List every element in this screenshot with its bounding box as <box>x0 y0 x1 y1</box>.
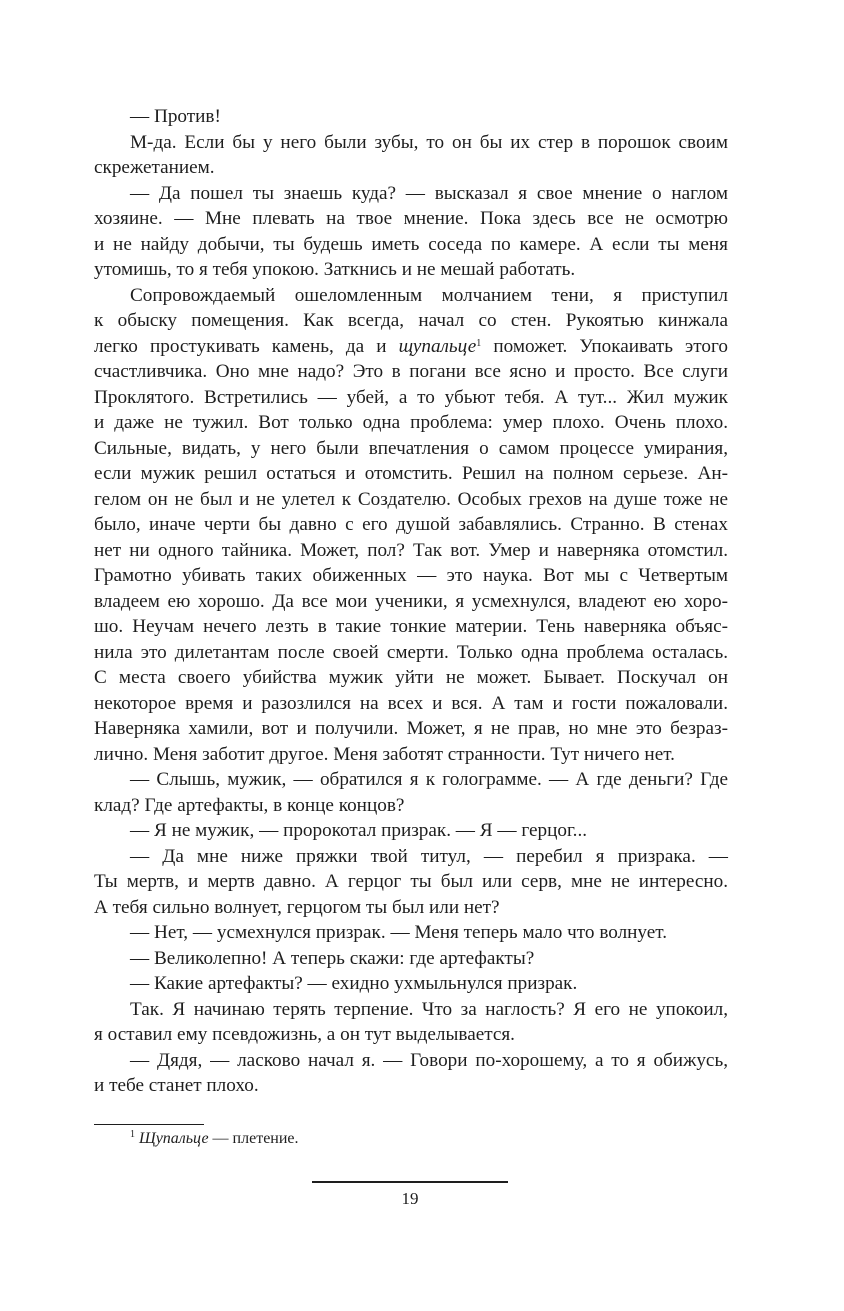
footnote <box>130 1128 299 1150</box>
text-line: — Да мне ниже пряжки твой титул, — перебил я призрака. — <box>130 845 728 867</box>
text-line: легко простукивать камень, да и щупальце$^1$ поможет. Упокаивать этого <box>94 335 728 357</box>
text-line: к обыску помещения. Как всегда, начал со стен. Рукоятью кинжала <box>94 310 728 331</box>
text-line: — Против! <box>130 106 221 127</box>
text-line: Сильные, видать, у него были впечатления о самом процессе умирания, <box>94 437 728 459</box>
text-line: А тебя сильно волнует, герцогом ты был или нет? <box>94 896 500 918</box>
footnote-definition: — плетение. <box>208 1130 299 1147</box>
footnote-term: Щупальце <box>139 1130 209 1147</box>
text-line: Грамотно убивать таких обиженных — это наука. Вот мы с Четвертым <box>94 565 728 586</box>
inline-term: щупальце <box>398 335 477 357</box>
text-line: — Да пошел ты знаешь куда? — высказал я свое мнение о наглом <box>130 182 728 204</box>
body-text <box>94 104 728 1099</box>
text-line: некоторое время и разозлился на всех и вся. А там и гости пожаловали. <box>94 692 728 714</box>
footnote-marker: 1 <box>130 1129 135 1140</box>
text-line: Сопровождаемый ошеломленным молчанием тени, я приступил <box>130 284 728 306</box>
text-line: счастливчика. Оно мне надо? Это в погани все ясно и просто. Все слуги <box>94 361 728 382</box>
text-line: было, иначе черти бы давно с его душой забавлялись. Странно. В стенах <box>94 514 728 535</box>
text-line: — Великолепно! А теперь скажи: где артефакты? <box>130 947 535 969</box>
text-line: Наверняка хамили, вот и получили. Может, я не прав, но мне это безраз- <box>94 718 728 739</box>
text-line: Проклятого. Встретились — убей, а то убьют тебя. А тут... Жил мужик <box>94 386 728 408</box>
text-line: С места своего убийства мужик уйти не может. Бывает. Поскучал он <box>94 667 728 688</box>
text-line: владеем ею хорошо. Да все мои ученики, я усмехнулся, владеют ею хоро- <box>94 590 728 612</box>
text-line: М-да. Если бы у него были зубы, то он бы их стер в порошок своим <box>130 131 728 153</box>
text-line: утомишь, то я тебя упокою. Заткнись и не мешай работать. <box>94 259 576 280</box>
text-line: лично. Меня заботит другое. Меня заботят странности. Тут ничего нет. <box>94 743 675 765</box>
footnote-divider <box>94 1124 204 1125</box>
text-line: — Какие артефакты? — ехидно ухмыльнулся призрак. <box>130 973 578 994</box>
text-line: — Дядя, — ласково начал я. — Говори по-хорошему, а то я обижусь, <box>130 1049 728 1071</box>
text-line: нила это дилетантам после своей смерти. Только одна проблема осталась. <box>94 641 728 663</box>
text-line: Ты мертв, и мертв давно. А герцог ты был или серв, мне не интересно. <box>94 871 728 892</box>
footnote-reference: 1 <box>476 337 482 349</box>
page-number: 19 <box>401 1189 419 1208</box>
text-line: клад? Где артефакты, в конце концов? <box>94 794 405 816</box>
text-line: — Я не мужик, — пророкотал призрак. — Я — герцог... <box>130 820 588 841</box>
text-line: шо. Неучам нечего лезть в такие тонкие материи. Тень наверняка объяс- <box>94 616 728 637</box>
text-line: я оставил ему псевдожизнь, а он тут выделывается. <box>94 1024 515 1045</box>
text-line: если мужик решил остаться и отомстить. Решил на полном серьезе. Ан- <box>94 463 728 484</box>
text-line: гелом он не был и не улетел к Создателю. Особых грехов на душе тоже не <box>94 488 728 510</box>
text-line: и даже не тужил. Вот только одна проблема: умер плохо. Очень плохо. <box>94 412 728 433</box>
text-line: и не найду добычи, ты будешь иметь соседа по камере. А если ты меня <box>94 233 728 255</box>
text-line: нет ни одного тайника. Может, пол? Так вот. Умер и наверняка отомстил. <box>94 539 728 561</box>
text-line: и тебе станет плохо. <box>94 1075 259 1096</box>
text-line: скрежетанием. <box>94 157 215 178</box>
text-line: — Слышь, мужик, — обратился я к голограмме. — А где деньги? Где <box>130 769 728 790</box>
text-line: — Нет, — усмехнулся призрак. — Меня теперь мало что волнует. <box>130 922 668 943</box>
text-line: хозяине. — Мне плевать на твое мнение. Пока здесь все не осмотрю <box>94 208 728 229</box>
page-number-rule <box>312 1181 508 1183</box>
text-line: Так. Я начинаю терять терпение. Что за наглость? Я его не упокоил, <box>130 998 728 1020</box>
